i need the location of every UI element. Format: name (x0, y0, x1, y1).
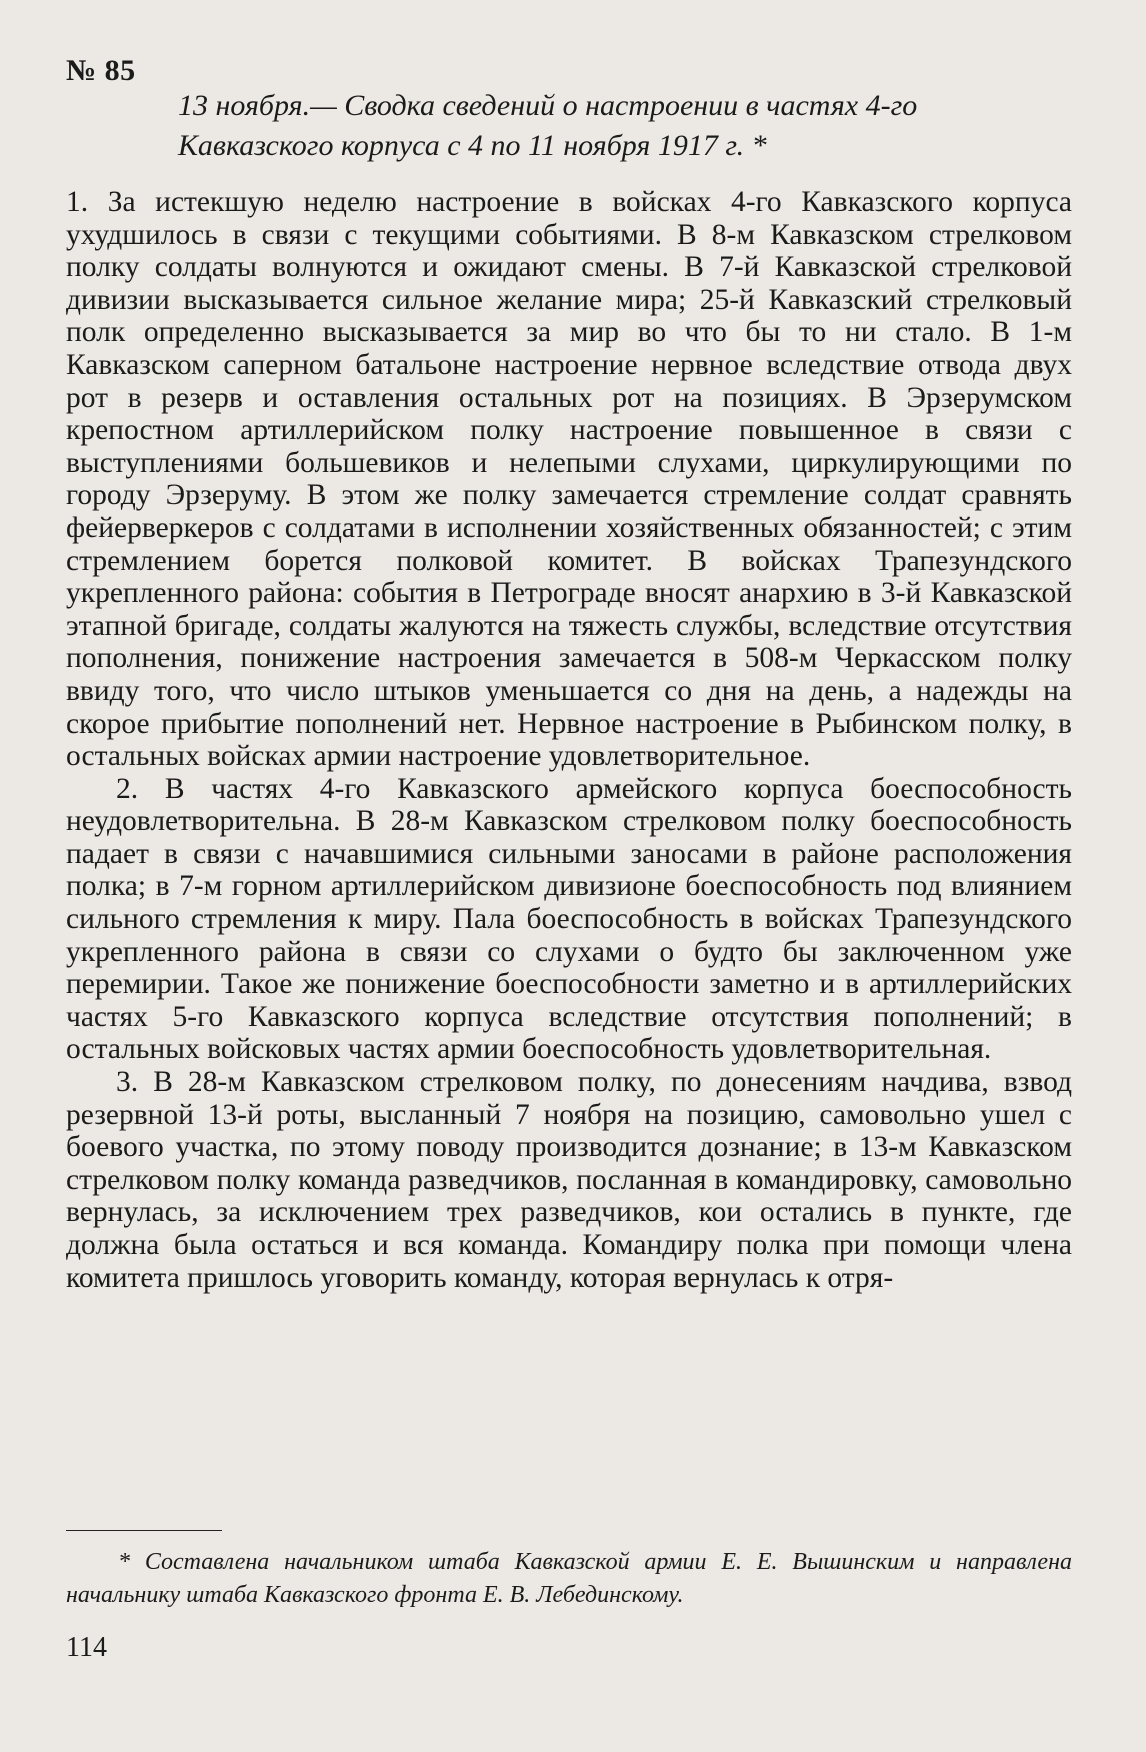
paragraph-2: 2. В частях 4-го Кавказского армейского корпуса боеспособность неудовлетворительна. В 28-м Кавказском стрелковом полку боеспособность падает в связи с начавшимися сильными заносами в районе расположения полка; в 7-м горном артиллерийском дивизионе боеспособность под влиянием сильного стремления к миру. Пала боеспособность в войсках Трапезундского укрепленного района в связи со слухами о будто бы заключенном уже перемирии. Такое же понижение боеспособности заметно и в артиллерийских частях 5-го Кавказского корпуса вследствие отсутствия пополнений; в остальных войсковых частях армии боеспособность удовлетворительная. (66, 772, 1072, 1066)
footnote-divider (66, 1530, 222, 1531)
document-body (66, 186, 1072, 1294)
paragraph-3: 3. В 28-м Кавказском стрелковом полку, по донесениям начдива, взвод резервной 13-й роты, высланный 7 ноября на позицию, самовольно ушел с боевого участка, по этому поводу производится дознание; в 13-м Кавказском стрелковом полку команда разведчиков, посланная в командировку, самовольно вернулась, за исключением трех разведчиков, кои остались в пункте, где должна была остаться и вся команда. Командиру полка при помощи члена комитета пришлось уговорить команду, которая вернулась к отря- (66, 1066, 1072, 1294)
document-number: № 85 (66, 54, 136, 87)
paragraph-1: 1. За истекшую неделю настроение в войсках 4-го Кавказского корпуса ухудшилось в связи с текущими событиями. В 8-м Кавказском стрелковом полку солдаты волнуются и ожидают смены. В 7-й Кавказской стрелковой дивизии высказывается сильное желание мира; 25-й Кавказский стрелковый полк определенно высказывается за мир во что бы то ни стало. В 1-м Кавказском саперном батальоне настроение нервное вследствие отвода двух рот в резерв и оставления остальных рот на позициях. В Эрзерумском крепостном артиллерийском полку настроение повышенное в связи с выступлениями большевиков и нелепыми слухами, циркулирующими по городу Эрзеруму. В этом же полку замечается стремление солдат сравнять фейерверкеров с солдатами в исполнении хозяйственных обязанностей; с этим стремлением борется полковой комитет. В войсках Трапезундского укрепленного района: события в Петрограде вносят анархию в 3-й Кавказской этапной бригаде, солдаты жалуются на тяжесть службы, вследствие отсутствия пополнения, понижение настроения замечается в 508-м Черкасском полку ввиду того, что число штыков уменьшается со дня на день, а надежды на скорое прибытие пополнений нет. Нервное настроение в Рыбинском полку, в остальных войсках армии настроение удовлетворительное. (66, 186, 1072, 773)
footnote: * Составлена начальником штаба Кавказской армии Е. Е. Вышинским и направлена начальнику штаба Кавказского фронта Е. В. Лебединскому. (66, 1549, 1072, 1608)
page-number: 114 (66, 1632, 107, 1663)
document-title: 13 ноября.— Сводка сведений о настроении в частях 4-го Кавказского корпуса с 4 по 11 ноября 1917 г. * (178, 89, 918, 162)
